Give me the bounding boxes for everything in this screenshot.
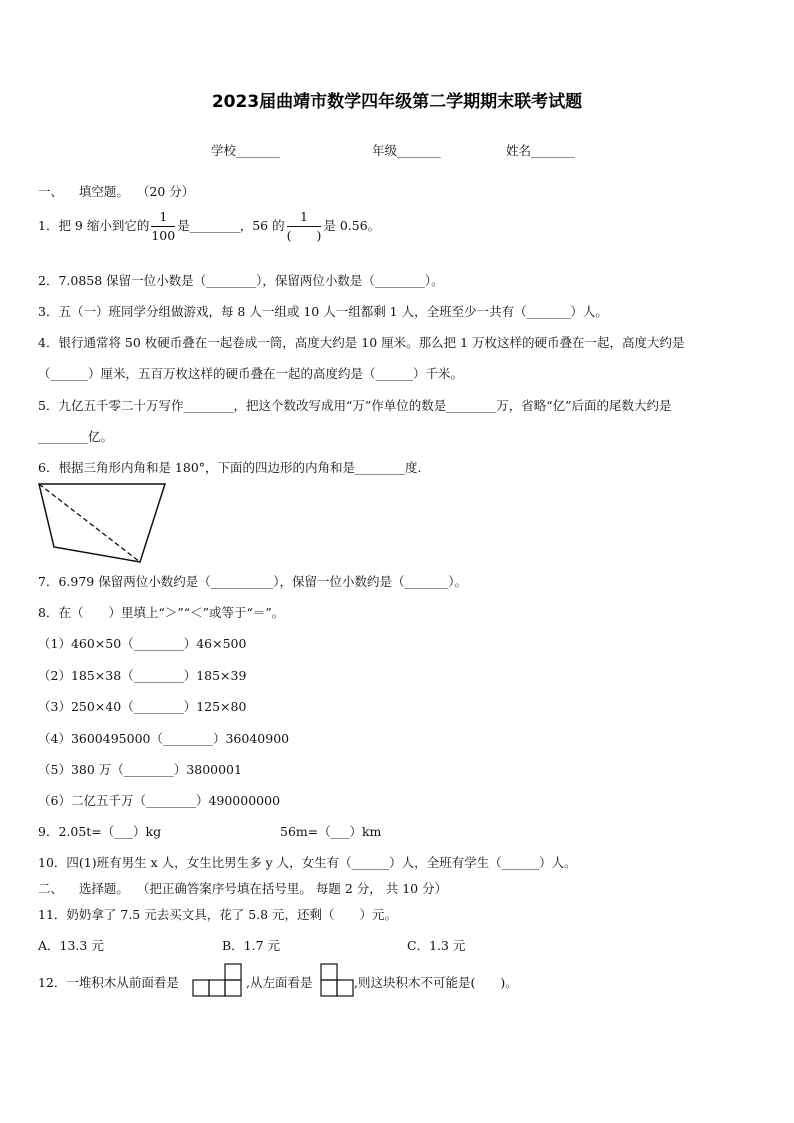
q1-text-b: 是________，56 的	[177, 218, 285, 233]
quadrilateral-outline	[39, 484, 165, 562]
question-8-item: （3）250×40（________）125×80	[38, 699, 247, 714]
front-view-blocks-icon	[192, 962, 244, 998]
question-8-item: （2）185×38（________）185×39	[38, 668, 247, 683]
page-title: 2023届曲靖市数学四年级第二学期期末联考试题	[211, 92, 583, 112]
question-5-line-2: ________亿。	[38, 429, 114, 444]
question-7: 7．6.979 保留两位小数约是（__________），保留一位小数约是（_______）。	[38, 574, 467, 589]
question-3: 3．五（一）班同学分组做游戏，每 8 人一组或 10 人一组都剩 1 人，全班至少一共有（_______）人。	[38, 304, 608, 319]
question-11: 11．奶奶拿了 7.5 元去买文具，花了 5.8 元，还剩（ ）元。	[38, 907, 398, 922]
fraction-denominator: ( )	[286, 227, 322, 243]
question-12-text-a: 12．一堆积木从前面看是	[38, 975, 179, 990]
question-8-item: （6）二亿五千万（________）490000000	[38, 793, 281, 808]
question-8-item: （5）380 万（________）3800001	[38, 762, 242, 777]
grade-field: 年级_______	[372, 143, 441, 158]
q1-text-a: 1．把 9 缩小到它的	[38, 218, 150, 233]
question-4-line-2: （______）厘米，五百万枚这样的硬币叠在一起的高度约是（______）千米。	[38, 366, 464, 381]
question-10: 10．四(1)班有男生 x 人，女生比男生多 y 人，女生有（______）人，全班有学生（______）人。	[38, 855, 577, 870]
section-2-label: 二、	[38, 881, 64, 896]
section-1-title: 填空题。	[78, 184, 129, 199]
name-field: 姓名_______	[506, 143, 575, 158]
question-11-option-c: C．1.3 元	[407, 938, 466, 953]
question-8-prompt: 8．在（ ）里填上“＞”“＜”或等于“＝”。	[38, 605, 285, 620]
diagonal-dashed-line	[39, 484, 140, 562]
section-1-label: 一、	[38, 184, 64, 199]
question-9-part-b: 56m=（___）km	[280, 824, 382, 839]
question-11-option-a: A．13.3 元	[38, 938, 104, 953]
fraction-numerator: 1	[151, 211, 175, 227]
fraction-numerator: 1	[287, 211, 322, 227]
question-5-line-1: 5．九亿五千零二十万写作________，把这个数改写成用“万”作单位的数是________万，省略“亿”后面的尾数大约是	[38, 398, 672, 413]
q1-text-c: 是 0.56。	[323, 218, 381, 233]
question-8-item: （4）3600495000（________）36040900	[38, 731, 290, 746]
question-9-part-a: 9．2.05t=（___）kg	[38, 824, 162, 839]
question-2: 2．7.0858 保留一位小数是（________），保留两位小数是（________）。	[38, 273, 444, 288]
question-11-option-b: B．1.7 元	[222, 938, 281, 953]
question-4-line-1: 4．银行通常将 50 枚硬币叠在一起卷成一筒，高度大约是 10 厘米。那么把 1 万枚这样的硬币叠在一起，高度大约是	[38, 335, 685, 350]
section-1-score: （20 分）	[136, 184, 195, 199]
question-8-item: （1）460×50（________）46×500	[38, 636, 247, 651]
question-12-text-b: ,从左面看是	[246, 975, 313, 990]
fraction-denominator: 100	[151, 227, 176, 243]
section-2-heading	[38, 879, 447, 897]
section-2-note: （把正确答案序号填在括号里。 每题 2 分， 共 10 分）	[136, 881, 448, 896]
question-6: 6．根据三角形内角和是 180°，下面的四边形的内角和是________度.	[38, 460, 422, 475]
question-12-text-c: ,则这块积木不可能是( )。	[354, 975, 518, 990]
left-view-blocks-icon	[320, 962, 356, 998]
school-field: 学校_______	[211, 143, 280, 158]
section-2-title: 选择题。	[78, 881, 129, 896]
